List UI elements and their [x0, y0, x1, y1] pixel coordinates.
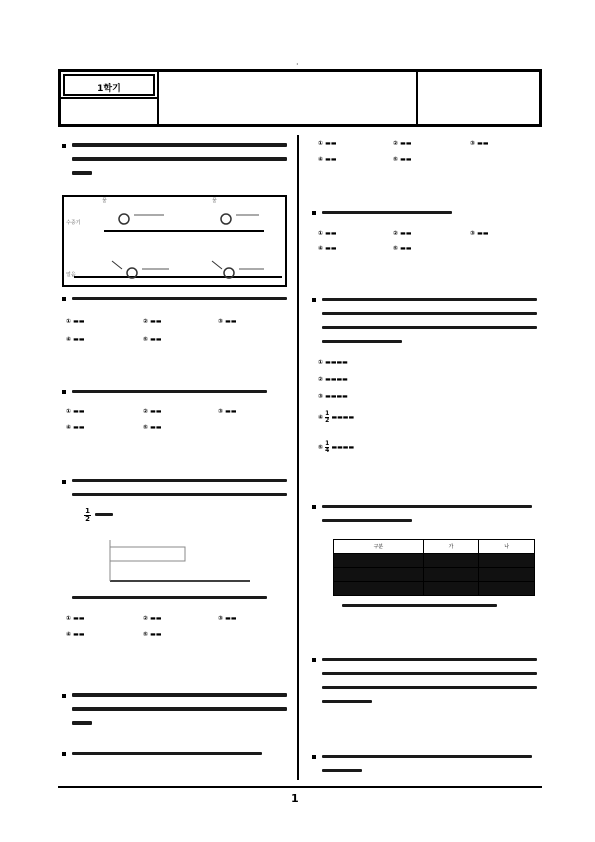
table-header-row: [334, 540, 535, 554]
q5-text: [322, 211, 452, 214]
q6-option-5[interactable]: ⑤ $\frac{1}{4}$ ▬▬▬▬: [318, 440, 355, 454]
q7-sub: [342, 604, 497, 607]
figure-box: [62, 195, 287, 287]
q8-text-line3: [322, 686, 537, 689]
q8-text-line4: [322, 700, 372, 703]
q3-option-4[interactable]: ④ ▬▬: [66, 631, 85, 638]
q6-text-line2: [322, 312, 537, 315]
q8-text-line2: [322, 672, 537, 675]
q1-bullet: [62, 297, 66, 301]
section-title-line3: [72, 171, 92, 175]
section-title: [72, 143, 287, 147]
q3-fraction-num: 1: [85, 507, 90, 515]
figure-label-3: 수증기: [66, 220, 81, 226]
q2-option-1[interactable]: ① ▬▬: [66, 408, 85, 415]
table-row: [334, 582, 535, 596]
q1-option-2[interactable]: ② ▬▬: [143, 318, 162, 325]
q7-text: [322, 505, 532, 508]
q6-bullet: [312, 298, 316, 302]
q9-text: [322, 755, 532, 758]
q4-option-4[interactable]: ④ ▬▬: [318, 156, 337, 163]
q3-bullet: [62, 480, 66, 484]
q3-option-2[interactable]: ② ▬▬: [143, 615, 162, 622]
q3-fraction: [84, 508, 91, 523]
q7-bullet: [312, 505, 316, 509]
header-box: [58, 69, 542, 127]
figure-label-4: 얼음: [66, 272, 76, 278]
section2-bullet: [62, 694, 66, 698]
q3-sub: [72, 596, 267, 599]
q6-frac2: $\frac{1}{4}$: [325, 440, 330, 454]
q1-option-5[interactable]: ⑤ ▬▬: [143, 336, 162, 343]
q5-option-1[interactable]: ① ▬▬: [318, 230, 337, 237]
table-header-cell: 나: [479, 540, 535, 554]
header-label: 1학기: [97, 84, 121, 94]
q6-option-3[interactable]: ③ ▬▬▬▬: [318, 393, 348, 400]
q9-bullet: [312, 755, 316, 759]
q1-text: [72, 297, 287, 300]
section2-title-line2: [72, 707, 287, 711]
q2-option-3[interactable]: ③ ▬▬: [218, 408, 237, 415]
q3-text: [72, 479, 287, 482]
q5-option-3[interactable]: ③ ▬▬: [470, 230, 489, 237]
q1-option-4[interactable]: ④ ▬▬: [66, 336, 85, 343]
section-title-line2: [72, 157, 287, 161]
column-divider: [297, 135, 299, 780]
q2-option-4[interactable]: ④ ▬▬: [66, 424, 85, 431]
q8-bullet: [312, 658, 316, 662]
q4-text: [72, 752, 262, 755]
q4-option-1[interactable]: ① ▬▬: [318, 140, 337, 147]
q6-text: [322, 298, 537, 301]
q6-text-line3: [322, 326, 537, 329]
q3-option-5[interactable]: ⑤ ▬▬: [143, 631, 162, 638]
q2-option-5[interactable]: ⑤ ▬▬: [143, 424, 162, 431]
table-header-cell: 구분: [334, 540, 424, 554]
section2-title-line3: [72, 721, 92, 725]
figure-label-2: 물: [212, 198, 217, 204]
q1-option-3[interactable]: ③ ▬▬: [218, 318, 237, 325]
header-divider-h: [61, 97, 157, 99]
figure-beaker-1: [119, 214, 129, 224]
q6-option-2[interactable]: ② ▬▬▬▬: [318, 376, 348, 383]
q5-option-4[interactable]: ④ ▬▬: [318, 245, 337, 252]
figure-drawing: [64, 197, 285, 285]
section2-title: [72, 693, 287, 697]
q4-option-5[interactable]: ⑤ ▬▬: [393, 156, 412, 163]
q3-figure: [105, 535, 255, 585]
q1-option-1[interactable]: ① ▬▬: [66, 318, 85, 325]
header-divider-v1: [157, 72, 159, 124]
q3-option-3[interactable]: ③ ▬▬: [218, 615, 237, 622]
q4-bullet: [62, 752, 66, 756]
q6-frac1: $\frac{1}{2}$: [325, 410, 330, 424]
figure-beaker-2: [221, 214, 231, 224]
table-row: [334, 568, 535, 582]
page-number: 1: [291, 792, 299, 805]
top-mark: ·: [296, 60, 299, 69]
table-header-cell: 가: [423, 540, 479, 554]
q2-text: [72, 390, 267, 393]
q4-option-3[interactable]: ③ ▬▬: [470, 140, 489, 147]
q3-option-1[interactable]: ① ▬▬: [66, 615, 85, 622]
q9-text-line2: [322, 769, 362, 772]
q6-text-line4: [322, 340, 402, 343]
q4-option-2[interactable]: ② ▬▬: [393, 140, 412, 147]
figure-label-1: 물: [102, 198, 107, 204]
q5-bullet: [312, 211, 316, 215]
table-row: [334, 554, 535, 568]
header-label-cell: [63, 74, 155, 96]
q6-option-4[interactable]: ④ $\frac{1}{2}$ ▬▬▬▬: [318, 410, 355, 424]
q5-option-5[interactable]: ⑤ ▬▬: [393, 245, 412, 252]
q5-option-2[interactable]: ② ▬▬: [393, 230, 412, 237]
q2-bullet: [62, 390, 66, 394]
q6-option-1[interactable]: ① ▬▬▬▬: [318, 359, 348, 366]
q2-option-2[interactable]: ② ▬▬: [143, 408, 162, 415]
q3-fraction-den: 2: [85, 515, 90, 523]
q7-table: [333, 539, 535, 596]
q3-fraction-tail: [95, 513, 113, 516]
q3-text-line2: [72, 493, 287, 496]
footer-rule: [58, 786, 542, 788]
q8-text: [322, 658, 537, 661]
q3-figure-rect: [110, 547, 185, 561]
section-bullet: [62, 144, 66, 148]
q7-text-line2: [322, 519, 412, 522]
header-divider-v2: [416, 72, 418, 124]
